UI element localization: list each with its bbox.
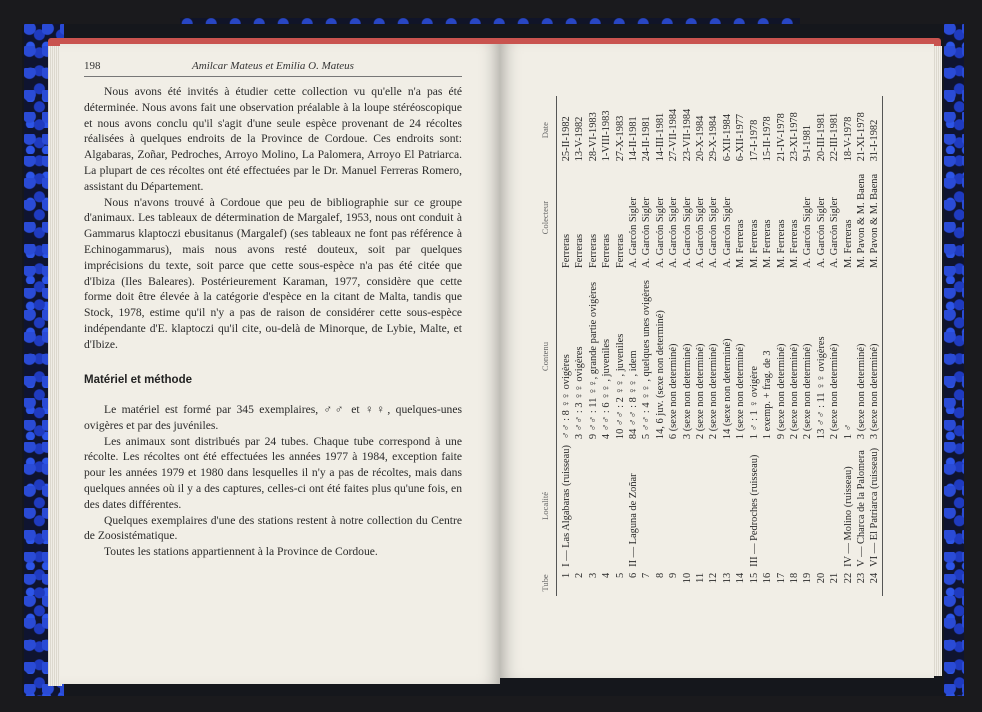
cell-tube: 9: [668, 572, 680, 579]
cell-date: 15-II-1978: [762, 116, 774, 162]
cell-content: 3 (sexe non determiné): [681, 343, 693, 440]
cell-tube: 22: [842, 572, 854, 584]
cell-date: 21-XI-1978: [855, 112, 867, 162]
cell-collector: A. Garcón Sigler: [695, 197, 707, 268]
table-row: [761, 96, 774, 596]
cell-content: 2 (sexe non determiné): [829, 343, 841, 440]
cell-content: 1 ♂ : 1 ♀ ovigère: [748, 366, 760, 440]
column-header-locality: Localité: [540, 442, 557, 570]
cell-date: 23-XI-1978: [788, 112, 800, 162]
cell-date: 9-I-1981: [802, 124, 814, 162]
cell-tube: 11: [695, 572, 707, 583]
table-row: [734, 96, 747, 596]
cell-content: 3 (sexe non determiné): [855, 343, 867, 440]
cell-collector: M. Ferreras: [842, 219, 854, 268]
cover-marbled-edge-right: [944, 24, 964, 696]
cell-tube: 8: [654, 572, 666, 579]
table-body: [557, 96, 883, 596]
table-row: [654, 96, 667, 596]
cell-locality: [587, 442, 600, 570]
cell-content: 2 (sexe non determiné): [788, 343, 800, 440]
cell-collector: A. Garcón Sigler: [815, 197, 827, 268]
cell-tube: 24: [869, 572, 881, 584]
cell-collector: A. Garcón Sigler: [708, 197, 720, 268]
column-header-date: Date: [540, 96, 557, 164]
table-row: [815, 96, 828, 596]
table-row: [681, 96, 694, 596]
cell-content: 1 exemp. + frag. de 3: [762, 350, 774, 440]
cell-tube: 13: [721, 572, 733, 584]
table-header-row: [540, 96, 557, 596]
cell-tube: 2: [574, 572, 586, 579]
column-header-collector: Colecteur: [540, 164, 557, 271]
table-bottom-rule: [882, 96, 896, 596]
cell-content: 5 ♂♂ : 4 ♀♀ , quelques unes ovigères: [641, 280, 653, 440]
table-row: [828, 96, 841, 596]
cell-content: 1 (sexe non determiné): [735, 343, 747, 440]
cell-content: 14, 6 juv. (sexe non determiné): [654, 310, 666, 440]
cell-content: 9 ♂♂ : 11 ♀♀, grande partie ovigères: [587, 281, 599, 440]
cell-locality: VI — El Patriarca (ruisseau): [869, 447, 881, 567]
cell-date: 6-XII-1984: [721, 113, 733, 162]
cell-collector: M. Ferreras: [775, 219, 787, 268]
cell-tube: 16: [762, 572, 774, 584]
cell-locality: [573, 442, 586, 570]
running-header-authors: Amilcar Mateus et Emilia O. Mateus: [192, 60, 354, 72]
cell-tube: 10: [681, 572, 693, 584]
table-row: [694, 96, 707, 596]
cell-content: 9 (sexe non determiné): [775, 343, 787, 440]
cell-content: 2 (sexe non determiné): [802, 343, 814, 440]
cell-tube: 1: [561, 572, 572, 579]
cell-date: 6-XII-1977: [735, 113, 747, 162]
cell-collector: M. Pavon & M. Baena: [869, 173, 881, 268]
cell-date: 29-X-1984: [708, 115, 720, 162]
cell-locality: [614, 442, 627, 570]
table-row: [587, 96, 600, 596]
cell-locality: II — Laguna de Zoñar: [628, 473, 640, 567]
cell-collector: Ferreras: [574, 233, 586, 268]
cell-content: 13 ♂♂ : 11 ♀♀ ovigères: [815, 336, 827, 440]
table-row: [842, 96, 855, 596]
cell-tube: 19: [802, 572, 814, 584]
cell-collector: A. Garcón Sigler: [654, 197, 666, 268]
cell-locality: [694, 442, 707, 570]
cell-content: 1 ♂: [842, 423, 854, 440]
cell-content: 2 (sexe non determiné): [695, 343, 707, 440]
paragraph: Les animaux sont distribués par 24 tubes. Chaque tube correspond à une récolte. Les récoltes ont été effectuées les années 1977 à 1984, exception faite pour les années 1979 et 1980 dans lesquelles il n'y a pas de récoltes, mais dans quelques années où il y a des captures, celles-ci ont été faites plus qu'une fois, en des dates différentes.: [84, 434, 462, 511]
table-row: [855, 96, 868, 596]
paragraph: Toutes les stations appartiennent à la Province de Cordoue.: [104, 545, 378, 559]
paragraph: Nous n'avons trouvé à Cordoue que peu de bibliographie sur ce groupe d'animaux. Les tableaux de détermination de Margalef, 1953, nous ont conduit à Gammarus klaptoczi ebusitanus (Margalef) (ses tableaux ne font pas référence à Echinogammarus), mais nous avons resté douteux, soit par quelques imprécisions du texte, soit parce que cette sous-espèce n'a pas été citée que d'Ibiza (Iles Baleares). Postérieurement Karaman, 1977, considère que cette forme doit être élevée à la catégorie d'espèce en la citant de Malta, tandis que Stock, 1978, estime qu'il n'y a pas de raison de considérer cette sous-espèce indépendante d'E. klaptoczi qu'il cite, ou-delà de Minorque, de Lybie, Malte, et d'Ibize.: [84, 195, 462, 351]
cell-date: 28-VI-1983: [587, 112, 599, 162]
cell-tube: 20: [815, 572, 827, 584]
cell-locality: [707, 442, 720, 570]
cell-tube: 6: [628, 572, 640, 579]
cell-content: 2 (sexe non determiné): [708, 343, 720, 440]
cell-locality: [734, 442, 747, 570]
cell-tube: 5: [614, 572, 626, 579]
cell-tube: 7: [641, 572, 653, 579]
cell-collector: M. Ferreras: [748, 219, 760, 268]
cell-collector: A. Garcón Sigler: [681, 197, 693, 268]
cell-date: 27-VII-1984: [668, 108, 680, 162]
cell-locality: [801, 442, 814, 570]
table-row: [600, 96, 613, 596]
table-row: [748, 96, 761, 596]
cell-date: 14-III-1981: [654, 112, 666, 162]
running-header: [84, 60, 462, 77]
cell-collector: A. Garcón Sigler: [641, 197, 653, 268]
column-header-content: Contenu: [540, 271, 557, 442]
cell-content: 84 ♂♂ : 8 ♀♀ , idem: [628, 350, 640, 440]
cell-collector: A. Garcón Sigler: [668, 197, 680, 268]
cell-tube: 21: [829, 572, 841, 584]
cell-collector: A. Garcón Sigler: [721, 197, 733, 268]
cell-tube: 4: [601, 572, 613, 579]
cell-locality: [667, 442, 680, 570]
cell-collector: Ferreras: [587, 233, 599, 268]
intro-text: [84, 84, 462, 353]
cell-locality: IV — Molino (ruisseau): [842, 466, 854, 567]
cell-collector: M. Ferreras: [762, 219, 774, 268]
cell-locality: [828, 442, 841, 570]
cell-locality: [681, 442, 694, 570]
cell-locality: V — Charca de la Palomera: [855, 450, 867, 567]
cell-content: 14 (sexe non determiné): [721, 338, 733, 440]
cell-content: 3 (sexe non determiné): [869, 343, 881, 440]
table-row: [721, 96, 734, 596]
paragraph: Le matériel est formé par 345 exemplaires, ♂♂ et ♀♀, quelques-unes ovigères et par des juvéniles.: [84, 403, 462, 432]
cell-tube: 3: [587, 572, 599, 579]
cell-content: 6 (sexe non determiné): [668, 343, 680, 440]
collection-table: [540, 96, 880, 596]
cell-collector: M. Ferreras: [788, 219, 800, 268]
cell-date: 23-VII-1984: [681, 108, 693, 162]
cell-tube: 23: [855, 572, 867, 584]
column-header-tube: Tube: [540, 570, 557, 596]
cell-content: 3 ♂♂ : 3 ♀♀ ovigères: [574, 346, 586, 440]
cell-locality: [788, 442, 801, 570]
cell-collector: A. Garcón Sigler: [628, 197, 640, 268]
cell-locality: [775, 442, 788, 570]
page-number: 198: [84, 60, 101, 72]
table-row: [707, 96, 720, 596]
table-row: [627, 96, 640, 596]
table-row: [775, 96, 788, 596]
cell-content: 4 ♂♂ : 6 ♀♀ , juveniles: [601, 338, 613, 440]
table-row: [573, 96, 586, 596]
table-row: [614, 96, 627, 596]
cell-collector: A. Garcón Sigler: [829, 197, 841, 268]
cell-date: 31-I-1982: [869, 119, 881, 162]
cell-date: 1-VIII-1983: [601, 110, 613, 162]
cell-date: 21-IV-1978: [775, 113, 787, 162]
cell-collector: Ferreras: [601, 233, 613, 268]
cell-tube: 18: [788, 572, 800, 584]
cell-locality: [761, 442, 774, 570]
paragraph: Quelques exemplaires d'une des stations restent à notre collection du Centre de Zoosistématique.: [84, 513, 462, 543]
cell-locality: III — Pedroches (ruisseau): [748, 454, 760, 567]
cell-locality: [640, 442, 653, 570]
cell-tube: 14: [735, 572, 747, 584]
section-heading: Matériel et méthode: [84, 374, 192, 386]
cell-locality: I — Las Algabaras (ruisseau): [561, 445, 572, 567]
cell-date: 13-V-1982: [574, 116, 586, 162]
cell-date: 27-X-1983: [614, 115, 626, 162]
method-text: [84, 402, 462, 560]
cell-collector: Ferreras: [614, 233, 626, 268]
cell-date: 20-X-1984: [695, 115, 707, 162]
cell-date: 24-II-1981: [641, 116, 653, 162]
table-row: [788, 96, 801, 596]
cell-locality: [600, 442, 613, 570]
cell-content: ♂♂ : 8 ♀♀ ovigères: [561, 354, 572, 440]
cell-tube: 17: [775, 572, 787, 584]
cell-collector: M. Pavon & M. Baena: [855, 173, 867, 268]
cell-date: 18-V-1978: [842, 116, 854, 162]
cell-tube: 12: [708, 572, 720, 584]
table-row: [640, 96, 653, 596]
cell-locality: [654, 442, 667, 570]
cell-locality: [815, 442, 828, 570]
cell-tube: 15: [748, 572, 760, 584]
table-row: [801, 96, 814, 596]
cell-collector: M. Ferreras: [735, 219, 747, 268]
table-row: [868, 96, 882, 596]
table-row: [667, 96, 680, 596]
paragraph: Nous avons été invités à étudier cette collection vu qu'elle n'a pas été déterminée. Nous avons fait une observation préalable à la loupe stéréoscopique et nous avons conclu qu'il s'agit d'une seule espèce provenant de 24 récoltes réalisées à quelques endroits de la Province de Cordoue. Ces endroits sont: Algabaras, Zoñar, Pedroches, Arroyo Molino, La Palomera, Arroyo El Patriarca. La plupart de ces récoltes ont été effectuées par le Dr. Manuel Ferreras Romero, assistant du Département.: [84, 85, 462, 193]
cell-collector: Ferreras: [561, 233, 572, 268]
cell-locality: [721, 442, 734, 570]
cell-collector: A. Garcón Sigler: [802, 197, 814, 268]
cell-date: 22-III-1981: [829, 112, 841, 162]
cell-content: 10 ♂♂ : 2 ♀♀ , juveniles: [614, 333, 626, 440]
cell-date: 17-I-1978: [748, 119, 760, 162]
cell-date: 14-II-1981: [628, 116, 640, 162]
table-row: [557, 96, 574, 596]
cell-date: 20-III-1981: [815, 112, 827, 162]
cell-date: 25-II-1982: [561, 116, 572, 162]
